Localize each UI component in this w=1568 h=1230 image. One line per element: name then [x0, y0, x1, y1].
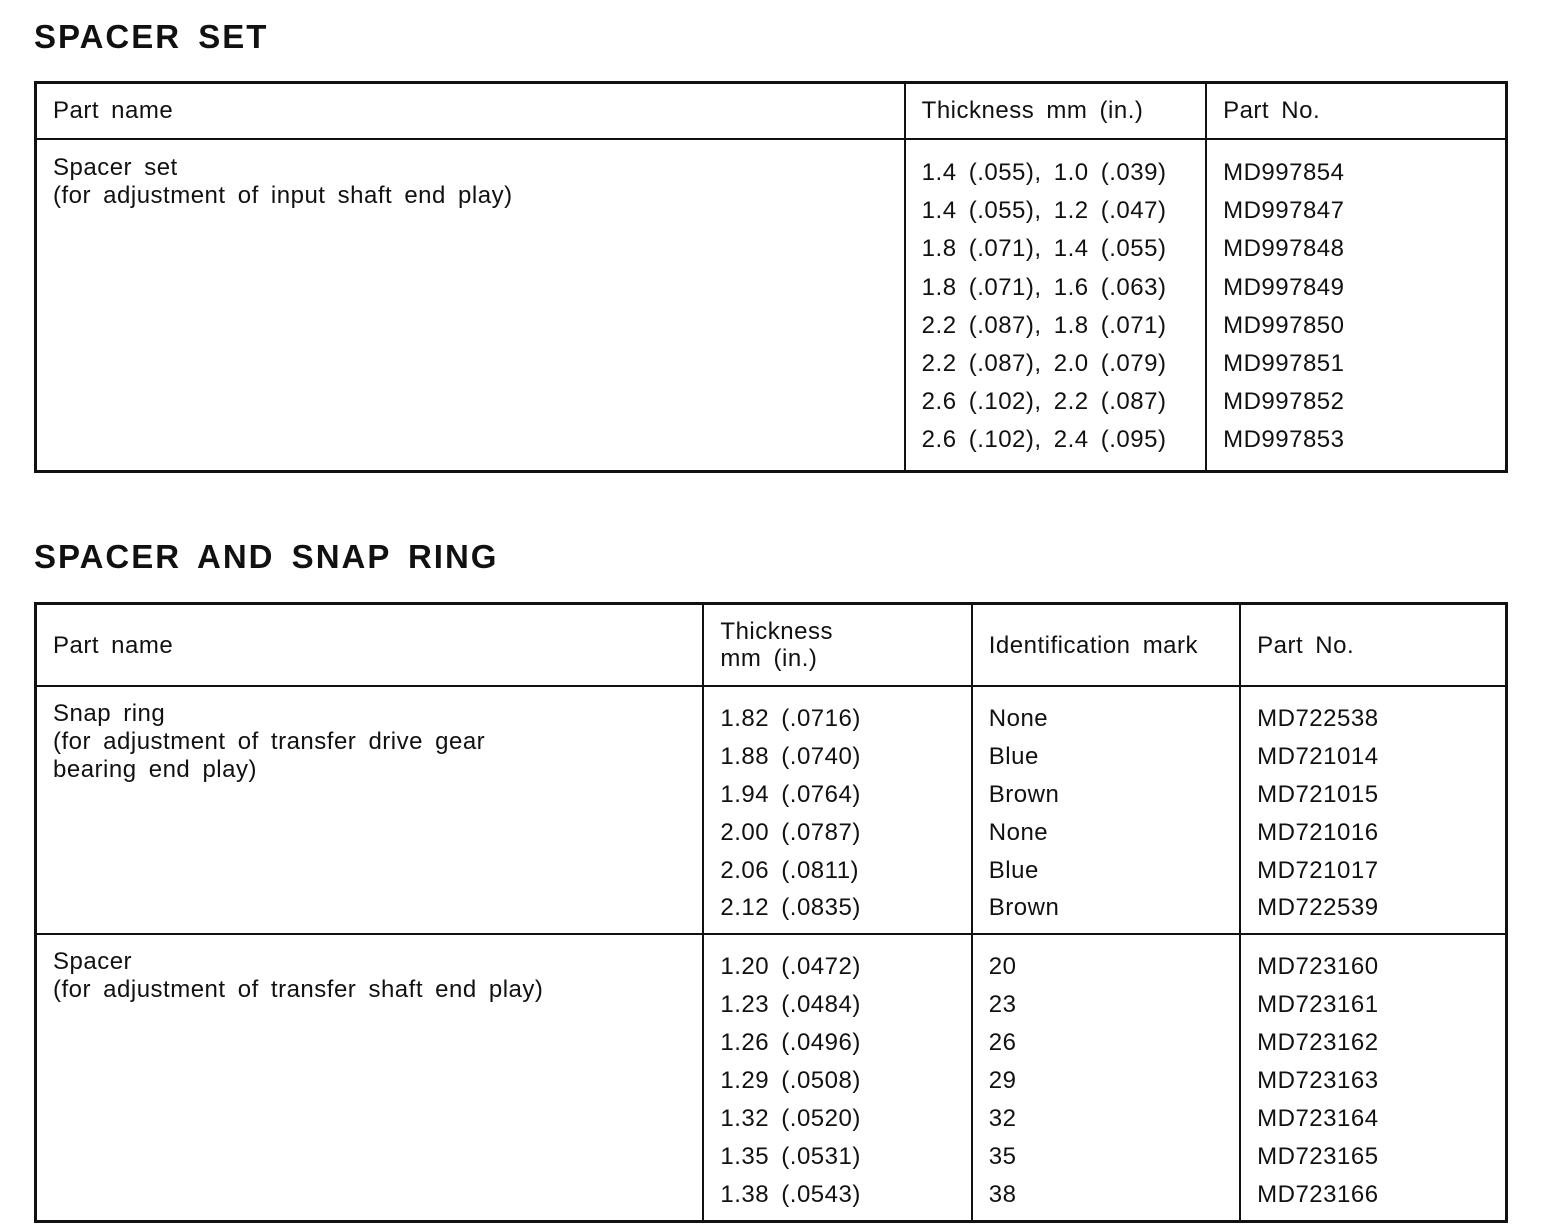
thickness-value: 1.82 (.0716) — [720, 705, 861, 732]
part-no-value: MD721016 — [1257, 818, 1379, 846]
thickness-value: 2.00 (.0787) — [720, 818, 861, 846]
part-no-value: MD997849 — [1223, 273, 1345, 301]
identification-mark-cell — [972, 934, 1240, 1221]
thickness-value: 1.29 (.0508) — [720, 1067, 861, 1095]
header-thickness-unit: mm (in.) — [720, 645, 818, 672]
identification-mark-cell — [972, 686, 1240, 934]
thickness-value: 2.2 (.087), 1.8 (.071) — [921, 311, 1167, 339]
thickness-value: 1.4 (.055), 1.0 (.039) — [921, 159, 1167, 186]
thickness-value: 1.94 (.0764) — [720, 780, 861, 808]
thickness-value: 2.2 (.087), 2.0 (.079) — [921, 349, 1167, 377]
table-row — [36, 934, 1507, 1221]
thickness-value: 1.38 (.0543) — [720, 1180, 861, 1208]
spacer-set-table — [34, 81, 1508, 473]
identification-mark-value: Blue — [988, 742, 1039, 770]
identification-mark-value: Brown — [988, 780, 1060, 808]
identification-mark-value: 29 — [988, 1067, 1017, 1095]
part-name-line: Spacer set — [53, 154, 178, 181]
part-no-value: MD723163 — [1257, 1067, 1379, 1095]
table-row — [36, 686, 1507, 934]
part-name-line: (for adjustment of input shaft end play) — [53, 182, 513, 209]
part-name-cell — [36, 934, 704, 1221]
part-no-value: MD723165 — [1257, 1142, 1379, 1170]
thickness-value: 2.12 (.0835) — [720, 894, 861, 922]
part-no-value: MD723162 — [1257, 1029, 1379, 1057]
identification-mark-value: None — [988, 705, 1049, 732]
thickness-value: 1.4 (.055), 1.2 (.047) — [921, 197, 1167, 225]
part-no-value: MD723160 — [1257, 953, 1379, 981]
identification-mark-value: 26 — [988, 1029, 1017, 1057]
header-part-name: Part name — [36, 83, 905, 140]
header-part-no: Part No. — [1240, 604, 1506, 687]
part-name-line: bearing end play) — [53, 756, 257, 783]
part-no-value: MD723161 — [1257, 991, 1379, 1019]
identification-mark-value: None — [988, 818, 1049, 846]
thickness-value: 1.8 (.071), 1.6 (.063) — [921, 273, 1167, 301]
part-name-cell — [36, 686, 704, 934]
thickness-value: 2.6 (.102), 2.4 (.095) — [921, 426, 1167, 454]
spacer-set-title: SPACER SET — [34, 18, 269, 55]
part-name-cell — [36, 139, 905, 471]
part-no-value: MD997854 — [1223, 159, 1345, 186]
identification-mark-value: Brown — [988, 894, 1060, 922]
part-no-value: MD997853 — [1223, 426, 1345, 454]
part-name-line: Snap ring — [53, 700, 166, 727]
header-thickness-line: Thickness — [720, 618, 833, 645]
thickness-value: 2.06 (.0811) — [720, 856, 860, 884]
header-thickness: Thickness mm (in.) — [905, 83, 1206, 140]
identification-mark-value: 20 — [988, 953, 1017, 981]
part-no-value: MD723166 — [1257, 1180, 1379, 1208]
part-no-value: MD722538 — [1257, 705, 1379, 732]
part-no-value: MD723164 — [1257, 1104, 1379, 1132]
thickness-cell — [703, 934, 971, 1221]
identification-mark-value: 23 — [988, 991, 1017, 1019]
part-no-value: MD997847 — [1223, 197, 1345, 225]
thickness-value: 1.32 (.0520) — [720, 1104, 861, 1132]
thickness-value: 1.88 (.0740) — [720, 742, 861, 770]
thickness-value: 1.26 (.0496) — [720, 1029, 861, 1057]
part-no-cell — [1240, 686, 1506, 934]
identification-mark-value: 38 — [988, 1180, 1017, 1208]
part-no-value: MD721014 — [1257, 742, 1379, 770]
part-name-line: (for adjustment of transfer drive gear — [53, 728, 486, 755]
part-no-value: MD721017 — [1257, 856, 1379, 884]
thickness-value: 2.6 (.102), 2.2 (.087) — [921, 388, 1167, 416]
part-no-cell — [1206, 139, 1506, 471]
table-header-row — [36, 83, 1507, 140]
thickness-value: 1.20 (.0472) — [720, 953, 861, 981]
part-name-line: (for adjustment of transfer shaft end play) — [53, 976, 544, 1004]
header-part-no: Part No. — [1206, 83, 1506, 140]
part-no-value: MD722539 — [1257, 894, 1379, 922]
part-no-value: MD997852 — [1223, 388, 1345, 416]
thickness-cell — [703, 686, 971, 934]
part-no-value: MD997850 — [1223, 311, 1345, 339]
spacer-and-snap-ring-table — [34, 602, 1508, 1223]
part-no-value: MD721015 — [1257, 780, 1379, 808]
identification-mark-value: Blue — [988, 856, 1039, 884]
identification-mark-value: 35 — [988, 1142, 1017, 1170]
identification-mark-value: 32 — [988, 1104, 1017, 1132]
table-row — [36, 139, 1507, 471]
part-name-line: Spacer — [53, 948, 133, 976]
spacer-and-snap-ring-title: SPACER AND SNAP RING — [34, 538, 499, 575]
part-no-value: MD997851 — [1223, 349, 1345, 377]
thickness-cell — [905, 139, 1206, 471]
table-header-row — [36, 604, 1507, 687]
header-identification-mark: Identification mark — [972, 604, 1240, 687]
part-no-cell — [1240, 934, 1506, 1221]
header-part-name: Part name — [36, 604, 704, 687]
part-no-value: MD997848 — [1223, 235, 1345, 263]
thickness-value: 1.23 (.0484) — [720, 991, 861, 1019]
thickness-value: 1.35 (.0531) — [720, 1142, 861, 1170]
header-thickness — [703, 604, 971, 687]
thickness-value: 1.8 (.071), 1.4 (.055) — [921, 235, 1167, 263]
